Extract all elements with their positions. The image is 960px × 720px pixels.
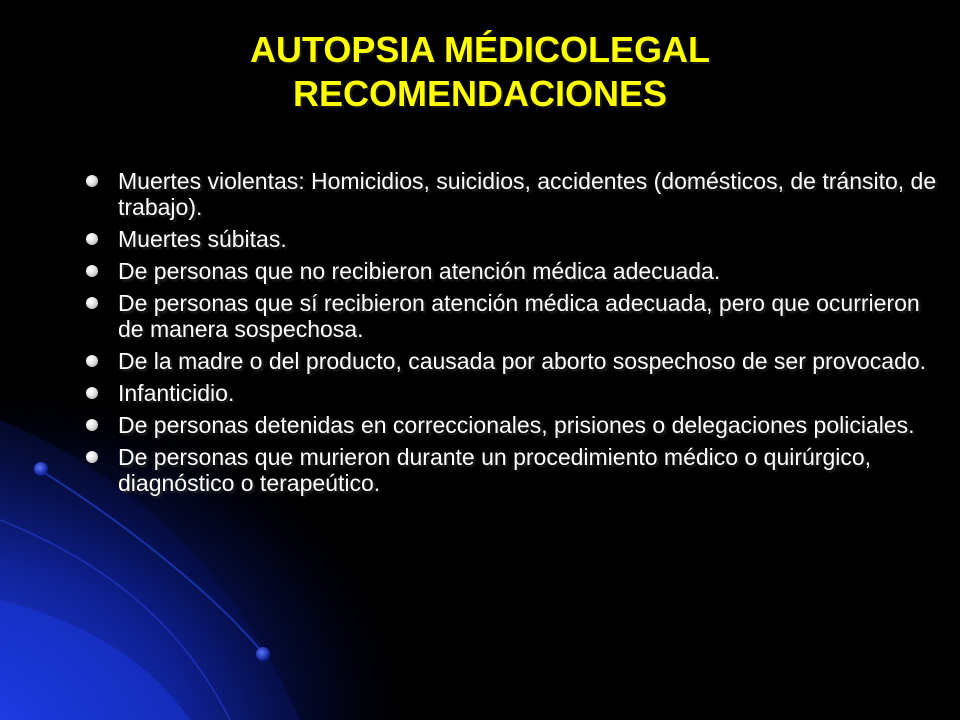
bullet-icon	[86, 387, 98, 399]
list-item	[80, 412, 940, 438]
title-line-1: AUTOPSIA MÉDICOLEGAL	[249, 29, 711, 70]
list-item-text: Muertes violentas: Homicidios, suicidios, accidentes (domésticos, de tránsito, de trabajo).	[118, 168, 937, 220]
list-item	[80, 444, 940, 496]
title-line-2: RECOMENDACIONES	[292, 73, 668, 114]
bullet-icon	[86, 175, 98, 187]
bullet-icon	[86, 265, 98, 277]
bullet-icon	[86, 297, 98, 309]
list-item	[80, 258, 940, 284]
bullet-icon	[86, 451, 98, 463]
list-item	[80, 290, 940, 342]
list-item	[80, 168, 940, 220]
list-item	[80, 380, 940, 406]
list-item-text: Infanticidio.	[118, 380, 235, 406]
list-item-text: Muertes súbitas.	[118, 226, 287, 252]
list-item-text: De personas que murieron durante un procedimiento médico o quirúrgico, diagnóstico o terapeútico.	[118, 444, 872, 496]
list-item-text: De la madre o del producto, causada por aborto sospechoso de ser provocado.	[118, 348, 927, 374]
list-item	[80, 348, 940, 374]
list-item-text: De personas que no recibieron atención médica adecuada.	[118, 258, 721, 284]
bullet-icon	[86, 355, 98, 367]
recommendations-list	[80, 168, 940, 502]
bullet-icon	[86, 233, 98, 245]
slide-title	[0, 28, 960, 116]
list-item	[80, 226, 940, 252]
list-item-text: De personas que sí recibieron atención médica adecuada, pero que ocurrieron de manera sospechosa.	[118, 290, 920, 342]
list-item-text: De personas detenidas en correccionales, prisiones o delegaciones policiales.	[118, 412, 915, 438]
bullet-icon	[86, 419, 98, 431]
decor-dot	[256, 647, 270, 661]
decor-dot	[34, 462, 48, 476]
